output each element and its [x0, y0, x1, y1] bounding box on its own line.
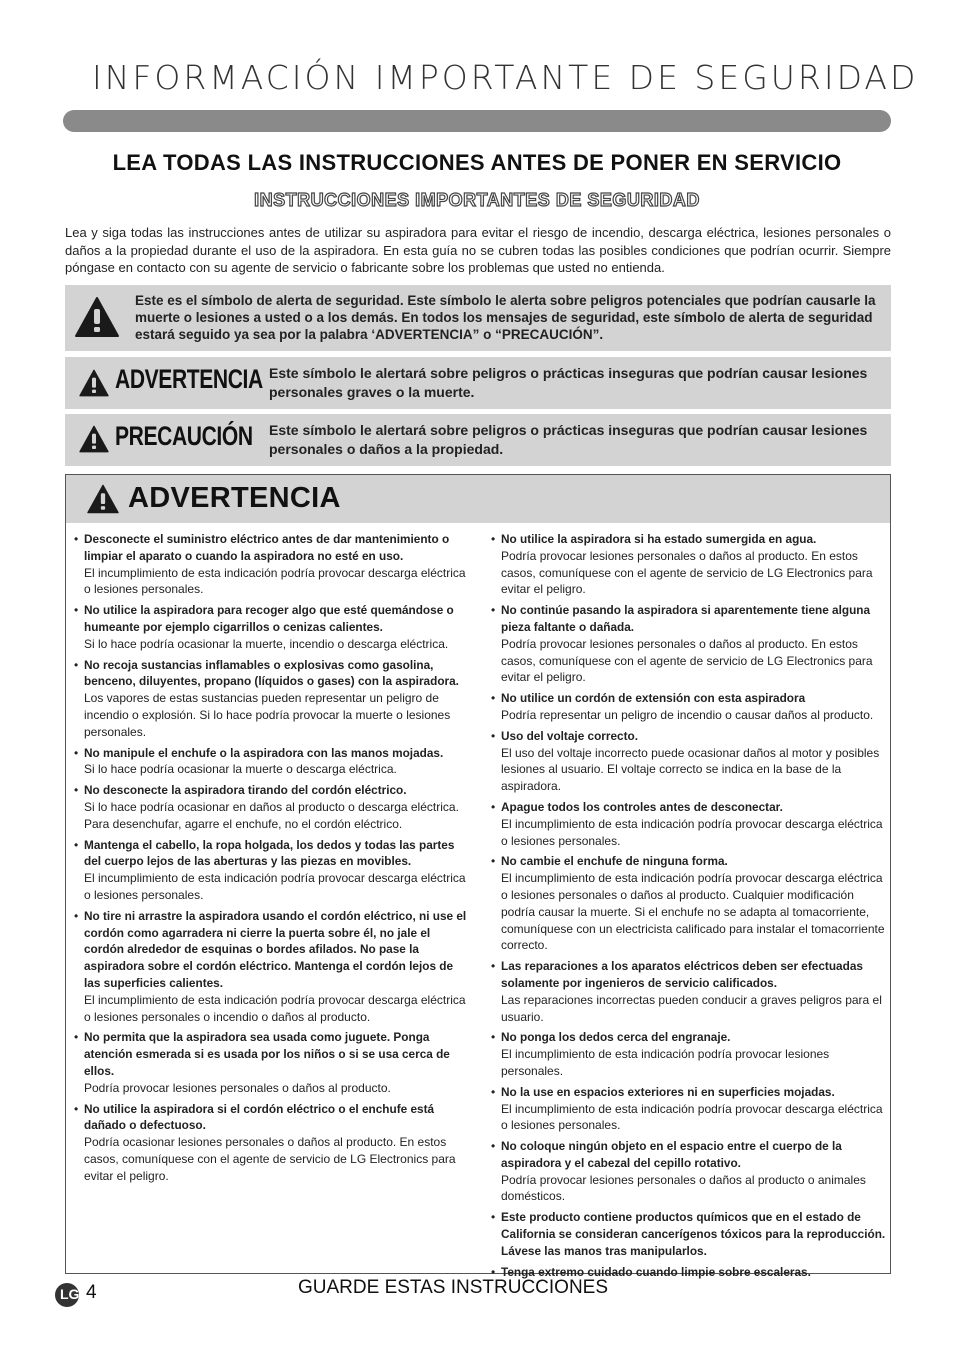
warning-item-title: No permita que la aspiradora sea usada como juguete. Ponga atención esmerada si es usada por los niños o si se usa cerca de ellos. — [84, 1030, 450, 1078]
alert-symbol-box — [65, 285, 891, 351]
bullet: • — [74, 837, 79, 852]
list-item — [491, 799, 886, 849]
warning-item-detail: Podría ocasionar lesiones personales o daños al producto. En estos casos, comuníquese con el agente de servicio de LG Electronics para evitar el peligro. — [84, 1135, 456, 1183]
advertencia-box — [65, 357, 891, 409]
lg-logo-icon — [55, 1283, 79, 1307]
warning-item-title: No coloque ningún objeto en el espacio entre el cuerpo de la aspiradora y el cabezal del cepillo rotativo. — [501, 1139, 842, 1170]
list-item — [491, 1084, 886, 1134]
warning-triangle-icon — [86, 484, 120, 514]
warning-item-detail: Los vapores de estas sustancias pueden representar un peligro de incendio o explosión. Si lo hace podría provocar la muerte o lesiones personales. — [84, 691, 451, 739]
warning-item-title: No utilice la aspiradora si el cordón eléctrico o el enchufe está dañado o defectuoso. — [84, 1101, 435, 1133]
warning-item-title: Tenga extremo cuidado cuando limpie sobre escaleras. — [501, 1264, 811, 1279]
warning-list-left — [74, 531, 470, 1188]
precaucion-signal-word: PRECAUCIÓN — [115, 421, 253, 451]
warning-item-detail: Podría provocar lesiones personales o daños al producto. — [84, 1080, 391, 1095]
list-item — [491, 728, 886, 795]
list-item — [74, 1029, 470, 1096]
list-item — [74, 782, 470, 832]
list-item — [74, 531, 470, 598]
bullet: • — [491, 959, 496, 974]
warning-item-title: Este producto contiene productos químicos que en el estado de California se consideran cancerígenos tóxicos para la reproducción. Lávese las manos tras manipularlos. — [501, 1210, 886, 1258]
warning-item-detail: Si lo hace podría ocasionar la muerte o descarga eléctrica. — [84, 762, 397, 777]
bullet: • — [74, 908, 79, 923]
bullet: • — [491, 691, 496, 706]
warning-box-header — [66, 475, 890, 523]
precaucion-text: Este símbolo le alertará sobre peligros o prácticas inseguras que podrían causar lesiones personales o daños a la propiedad. — [269, 422, 868, 457]
warning-item-title: No la use en espacios exteriores ni en superficies mojadas. — [501, 1084, 835, 1099]
bullet: • — [491, 1139, 496, 1154]
warning-triangle-icon — [74, 296, 120, 338]
warning-item-detail: El incumplimiento de esta indicación podría provocar descarga eléctrica o lesiones personales. — [84, 871, 466, 902]
warning-item-detail: El incumplimiento de esta indicación podría provocar descarga eléctrica o lesiones personales o daños al producto. Cualquier modificación podría causar la muerte. Si el enchufe no se adapta al tomacorriente, comuníquese con un electricista calificado para instalar el tomacorriente correcto. — [501, 871, 885, 953]
sub-heading: INSTRUCCIONES IMPORTANTES DE SEGURIDAD — [254, 190, 700, 210]
precaucion-box — [65, 414, 891, 466]
warning-item-title: Las reparaciones a los aparatos eléctricos deben ser efectuadas solamente por ingenieros de servicio calificados. — [501, 959, 863, 990]
bullet: • — [74, 603, 79, 618]
list-item — [74, 745, 470, 779]
list-item — [491, 1209, 886, 1259]
warning-item-title: Mantenga el cabello, la ropa holgada, los dedos y todas las partes del cuerpo lejos de las aberturas y las piezas en movibles. — [84, 837, 455, 869]
bullet: • — [74, 1030, 79, 1045]
warning-item-detail: El incumplimiento de esta indicación podría provocar descarga eléctrica o lesiones personales. — [84, 565, 466, 597]
bullet: • — [74, 657, 79, 672]
bullet: • — [74, 1101, 79, 1116]
logo-text: LG — [60, 1286, 80, 1302]
warning-triangle-icon — [78, 425, 110, 453]
list-item — [74, 908, 470, 1026]
advertencia-text: Este símbolo le alertará sobre peligros o prácticas inseguras que podrían causar lesiones personales graves o la muerte. — [269, 365, 868, 400]
warning-item-title: Desconecte el suministro eléctrico antes de dar mantenimiento o limpiar el aparato o cuando la aspiradora no esté en uso. — [84, 532, 450, 563]
list-item — [491, 690, 886, 724]
bullet: • — [491, 1264, 496, 1279]
warning-item-title: Uso del voltaje correcto. — [501, 728, 639, 743]
list-item — [74, 657, 470, 741]
warning-box — [65, 474, 891, 1279]
footer-text: GUARDE ESTAS INSTRUCCIONES — [298, 1277, 609, 1298]
page-number: 4 — [86, 1282, 97, 1303]
warning-item-detail: Podría provocar lesiones personales o daños al producto. En estos casos, comuníquese con el agente de servicio de LG Electronics para evitar el peligro. — [501, 548, 873, 597]
warning-box-title: ADVERTENCIA — [128, 482, 341, 514]
warning-item-title: No utilice la aspiradora para recoger algo que esté quemándose o humeante por ejemplo cigarrillos o cenizas calientes. — [84, 603, 454, 634]
list-item — [74, 837, 470, 904]
warning-item-title: No recoja sustancias inflamables o explosivas como gasolina, benceno, diluyentes, propano (líquidos o gases) con la aspiradora. — [84, 657, 459, 689]
list-item — [491, 958, 886, 1025]
advertencia-signal-word: ADVERTENCIA — [115, 364, 263, 394]
list-item — [491, 1138, 886, 1205]
warning-item-detail: Podría provocar lesiones personales o daños al producto. En estos casos, comuníquese con el agente de servicio de LG Electronics para evitar el peligro. — [501, 636, 873, 685]
bullet: • — [491, 1210, 496, 1225]
list-item — [491, 853, 886, 954]
warning-item-title: No ponga los dedos cerca del engranaje. — [501, 1030, 731, 1045]
bullet: • — [74, 783, 79, 798]
bullet: • — [491, 854, 496, 869]
warning-item-detail: El incumplimiento de esta indicación podría provocar lesiones personales. — [501, 1047, 830, 1078]
alert-symbol-text: Este es el símbolo de alerta de seguridad. Este símbolo le alerta sobre peligros potenciales que podrían causarle la muerte o lesiones a usted o a los demás. En todos los mensajes de seguridad, este símbolo de alerta de seguridad estará seguido ya sea por la palabra ‘ADVERTENCIA” o “PRECAUCIÓN”. — [135, 293, 876, 342]
warning-triangle-icon — [78, 369, 110, 397]
bullet: • — [491, 728, 496, 743]
warning-item-detail: Si lo hace podría ocasionar la muerte, incendio o descarga eléctrica. — [84, 636, 449, 651]
warning-item-detail: Si lo hace podría ocasionar en daños al producto o descarga eléctrica. Para desenchufar, agarre el enchufe, no el cordón eléctrico. — [84, 799, 459, 831]
warning-item-title: Apague todos los controles antes de desconectar. — [501, 799, 783, 814]
warning-item-title: No desconecte la aspiradora tirando del cordón eléctrico. — [84, 783, 407, 798]
list-item — [74, 602, 470, 652]
warning-item-detail: El incumplimiento de esta indicación podría provocar descarga eléctrica o lesiones personales o incendio o daños al producto. — [84, 992, 466, 1024]
bullet: • — [491, 1030, 496, 1045]
warning-item-title: No cambie el enchufe de ninguna forma. — [501, 854, 728, 869]
warning-item-title: No utilice un cordón de extensión con esta aspiradora — [501, 691, 806, 706]
bullet: • — [74, 532, 79, 546]
warning-item-detail: El incumplimiento de esta indicación podría provocar descarga eléctrica o lesiones personales. — [501, 1101, 883, 1133]
main-heading: LEA TODAS LAS INSTRUCCIONES ANTES DE PONER EN SERVICIO — [112, 150, 842, 175]
intro-paragraph: Lea y siga todas las instrucciones antes de utilizar su aspiradora para evitar el riesgo de incendio, descarga eléctrica, lesiones personales o daños a la propiedad durante el uso de la aspiradora. En esta guía no se cubren todas las posibles condiciones que podrían ocurrir. Siempre póngase en contacto con su agente de servicio o fabricante sobre los problemas que usted no entienda. — [65, 225, 891, 275]
list-item — [491, 1029, 886, 1079]
title-bar — [63, 110, 891, 132]
bullet: • — [491, 1084, 496, 1099]
bullet: • — [491, 799, 496, 814]
warning-item-title: No utilice la aspiradora si ha estado sumergida en agua. — [501, 532, 817, 546]
warning-item-title: No tire ni arrastre la aspiradora usando el cordón eléctrico, ni use el cordón como agarradera ni cierre la puerta sobre él, no jale el cordón alrededor de esquinas o bordes afilados. No pase la aspiradora sobre el cordón eléctrico. Mantenga el cordón lejos de las superficies calientes. — [84, 908, 467, 990]
list-item — [491, 531, 886, 598]
warning-item-detail: El incumplimiento de esta indicación podría provocar descarga eléctrica o lesiones personales. — [501, 816, 883, 848]
list-item — [74, 1101, 470, 1185]
warning-list-right — [491, 531, 886, 1284]
warning-item-title: No manipule el enchufe o la aspiradora con las manos mojadas. — [84, 745, 444, 760]
bullet: • — [491, 603, 496, 618]
warning-item-detail: Podría provocar lesiones personales o daños al producto o animales domésticos. — [501, 1172, 866, 1204]
bullet: • — [74, 745, 79, 760]
list-item — [491, 602, 886, 686]
bullet: • — [491, 532, 496, 546]
warning-item-detail: El uso del voltaje incorrecto puede ocasionar daños al motor y posibles lesiones al usuario. El voltaje correcto se indica en la base de la aspiradora. — [501, 745, 880, 794]
warning-item-detail: Las reparaciones incorrectas pueden conducir a graves peligros para el usuario. — [501, 992, 882, 1024]
warning-item-title: No continúe pasando la aspiradora si aparentemente tiene alguna pieza faltante o dañada. — [501, 603, 871, 634]
warning-item-detail: Podría representar un peligro de incendio o causar daños al producto. — [501, 707, 874, 722]
page-title: INFORMACIÓN IMPORTANTE DE SEGURIDAD — [92, 58, 919, 97]
